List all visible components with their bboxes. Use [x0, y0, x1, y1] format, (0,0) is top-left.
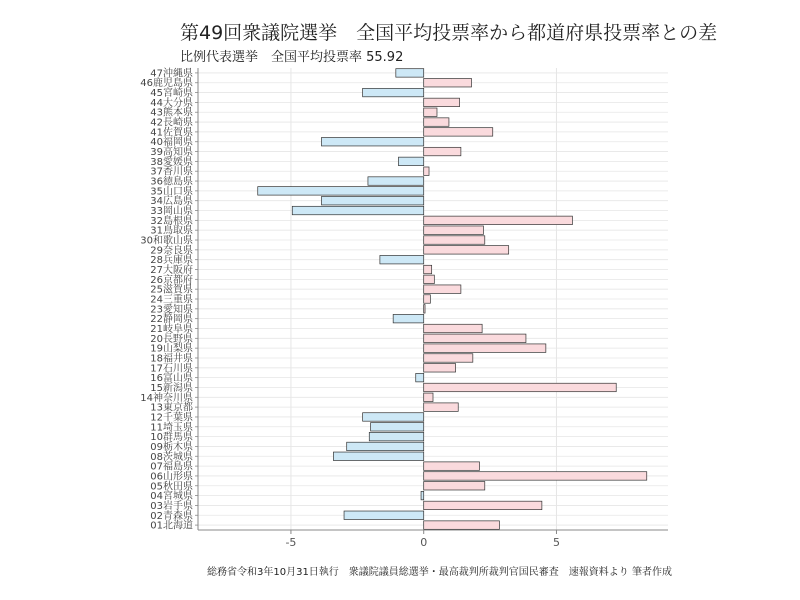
y-tick-label: 07福島県: [150, 461, 193, 473]
y-tick-label: 33岡山県: [150, 206, 193, 218]
y-tick-label: 26京都府: [150, 274, 193, 286]
y-tick-label: 37香川県: [150, 166, 193, 178]
y-tick-label: 30和歌山県: [140, 235, 193, 247]
y-tick-label: 10群馬県: [150, 432, 193, 444]
bar: [424, 216, 573, 224]
x-tick-label: 5: [552, 536, 560, 549]
y-tick-label: 25滋賀県: [150, 284, 193, 296]
y-tick-label: 08茨城県: [150, 451, 193, 463]
bar: [421, 491, 424, 499]
bar: [424, 79, 472, 87]
bar: [333, 452, 423, 460]
y-tick-label: 38愛媛県: [150, 156, 193, 168]
bar: [347, 442, 424, 450]
bar: [321, 137, 423, 145]
y-tick-label: 28兵庫県: [150, 255, 193, 267]
bar: [424, 147, 461, 155]
y-tick-label: 14神奈川県: [140, 392, 193, 404]
bar: [380, 255, 424, 263]
bar: [363, 413, 424, 421]
y-tick-label: 05秋田県: [150, 481, 193, 493]
y-tick-label: 46鹿児島県: [140, 78, 193, 90]
bar: [424, 521, 500, 529]
y-tick-label: 44大分県: [150, 97, 193, 109]
bar: [424, 226, 484, 234]
bar: [371, 423, 424, 431]
y-tick-label: 11埼玉県: [150, 422, 193, 434]
y-tick-label: 22静岡県: [150, 314, 193, 326]
bar: [363, 88, 424, 96]
bar: [416, 373, 424, 381]
y-tick-label: 02青森県: [150, 510, 193, 522]
bar: [368, 177, 424, 185]
y-tick-label: 27大阪府: [150, 265, 193, 277]
y-tick-label: 16富山県: [150, 373, 193, 385]
y-tick-label: 34広島県: [150, 196, 193, 208]
bar: [424, 118, 449, 126]
bar: [424, 462, 480, 470]
bar: [424, 305, 425, 313]
y-tick-label: 21岐阜県: [150, 323, 193, 335]
grid-layer: [198, 68, 668, 530]
bar: [424, 275, 435, 283]
y-tick-label: 31鳥取県: [150, 225, 193, 237]
y-tick-label: 18福井県: [150, 353, 193, 365]
bar: [398, 157, 423, 165]
bar: [424, 265, 432, 273]
y-tick-label: 24三重県: [150, 294, 193, 306]
bar: [424, 334, 526, 342]
y-tick-label: 32島根県: [150, 215, 193, 227]
bar: [396, 69, 424, 77]
y-tick-label: 19山梨県: [150, 343, 193, 355]
bar: [393, 314, 424, 322]
bar: [424, 364, 456, 372]
y-tick-label: 43熊本県: [150, 107, 193, 119]
y-tick-label: 39高知県: [150, 147, 193, 159]
bar: [292, 206, 423, 214]
bar: [424, 501, 542, 509]
y-tick-label: 06山形県: [150, 471, 193, 483]
bar: [258, 187, 424, 195]
y-tick-label: 20長野県: [150, 333, 193, 345]
y-tick-label: 03岩手県: [150, 500, 193, 512]
y-tick-label: 45宮崎県: [150, 88, 193, 100]
bar: [424, 472, 647, 480]
y-tick-label: 13東京都: [150, 402, 193, 414]
bar: [424, 393, 433, 401]
y-tick-label: 35山口県: [150, 186, 193, 198]
bar: [424, 354, 473, 362]
y-tick-label: 17石川県: [150, 363, 193, 375]
chart-title: 第49回衆議院選挙 全国平均投票率から都道府県投票率との差: [180, 22, 718, 44]
y-tick-label: 01北海道: [150, 520, 193, 532]
bar: [424, 167, 429, 175]
x-tick-label: -5: [285, 536, 297, 549]
bar: [424, 344, 546, 352]
y-tick-label: 09栃木県: [150, 441, 193, 453]
y-tick-label: 15新潟県: [150, 382, 193, 394]
bar: [344, 511, 424, 519]
y-tick-label: 36徳島県: [150, 176, 193, 188]
y-tick-label: 40福岡県: [150, 137, 193, 149]
bar: [424, 285, 461, 293]
bar: [424, 128, 493, 136]
bar: [369, 432, 423, 440]
bar: [424, 108, 437, 116]
bar: [424, 403, 459, 411]
bar: [424, 246, 509, 254]
bar: [424, 324, 482, 332]
y-tick-label: 41佐賀県: [150, 127, 193, 139]
bar: [321, 196, 423, 204]
y-tick-label: 04宮城県: [150, 491, 193, 503]
bar: [424, 98, 460, 106]
y-tick-label: 12千葉県: [150, 412, 193, 424]
y-tick-label: 23愛知県: [150, 304, 193, 316]
y-tick-label: 47沖縄県: [150, 68, 193, 80]
bar: [424, 295, 431, 303]
bar: [424, 236, 485, 244]
source-caption: 総務省令和3年10月31日執行 衆議院議員総選挙・最高裁判所裁判官国民審査 速報資料より 筆者作成: [207, 567, 672, 578]
x-tick-label: 0: [420, 536, 428, 549]
bar: [424, 482, 485, 490]
y-tick-label: 29奈良県: [150, 245, 193, 257]
chart-subtitle: 比例代表選挙 全国平均投票率 55.92: [180, 50, 404, 65]
bar: [424, 383, 617, 391]
y-tick-label: 42長崎県: [150, 117, 193, 129]
